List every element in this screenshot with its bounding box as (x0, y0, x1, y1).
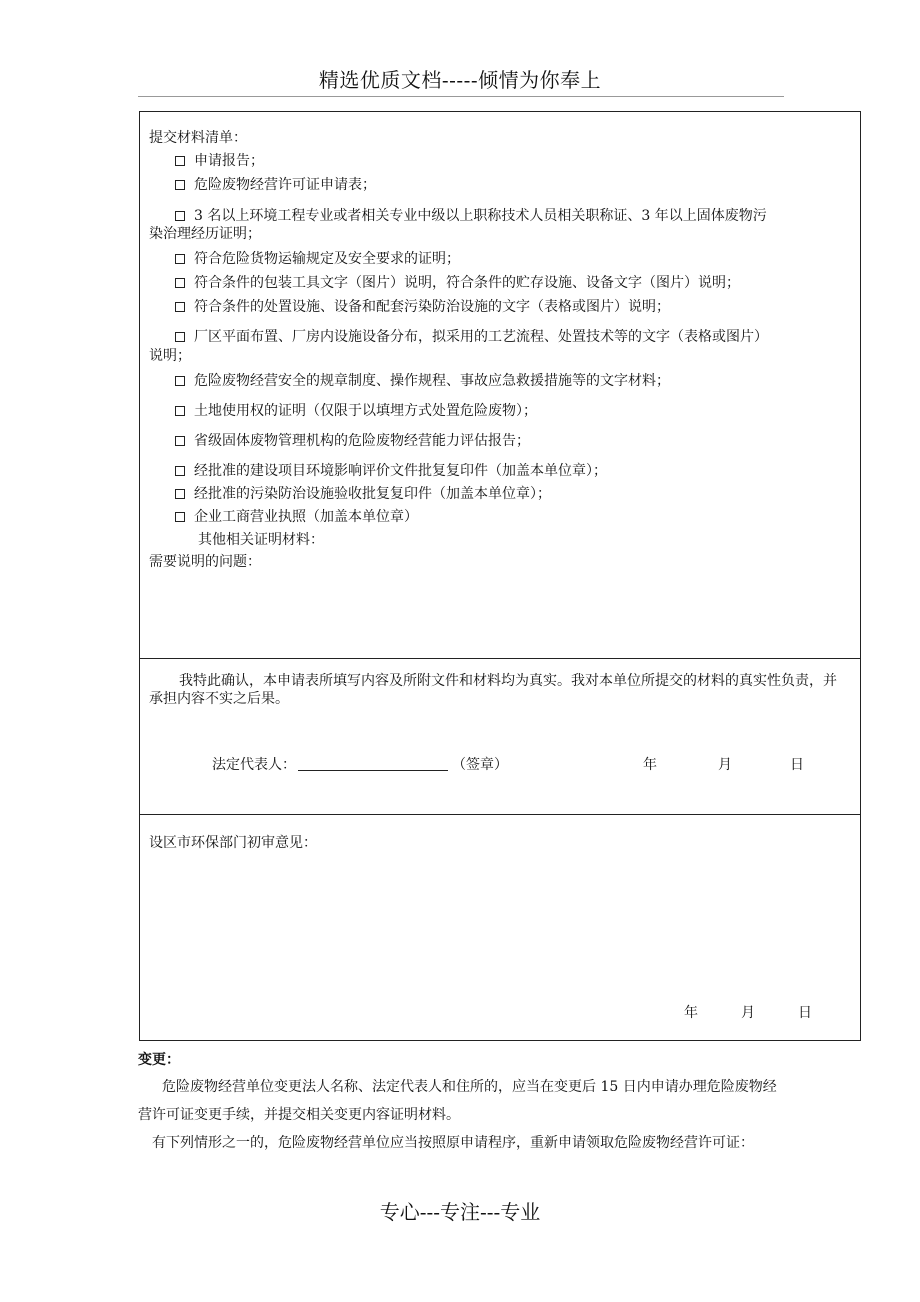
material-item: 3 名以上环境工程专业或者相关专业中级以上职称技术人员相关职称证、3 年以上固体废物污 (175, 207, 767, 225)
seal-label: （签章） (452, 757, 508, 773)
material-item: 经批准的污染防治设施验收批复复印件（加盖本单位章）； (175, 485, 551, 503)
material-item: 符合条件的包装工具文字（图片）说明，符合条件的贮存设施、设备文字（图片）说明； (175, 274, 740, 292)
review-heading: 设区市环保部门初审意见： (149, 835, 317, 851)
signature-line[interactable] (298, 756, 448, 771)
declaration-section (140, 658, 860, 815)
materials-section (140, 112, 860, 659)
material-item: 符合条件的处置设施、设备和配套污染防治设施的文字（表格或图片）说明； (175, 298, 670, 316)
checkbox[interactable] (175, 466, 185, 476)
checkbox[interactable] (175, 254, 185, 264)
material-item-continuation: 染治理经历证明； (149, 226, 261, 242)
material-item: 符合危险货物运输规定及安全要求的证明； (175, 250, 460, 268)
checkbox[interactable] (175, 406, 185, 416)
change-heading: 变更： (138, 1052, 180, 1068)
material-item: 省级固体废物管理机构的危险废物经营能力评估报告； (175, 432, 530, 450)
checkbox[interactable] (175, 512, 185, 522)
date-month-label: 月 (718, 757, 732, 773)
application-form-table (139, 111, 861, 1041)
checkbox[interactable] (175, 489, 185, 499)
materials-heading: 提交材料清单： (149, 130, 247, 146)
checkbox[interactable] (175, 302, 185, 312)
date-year-label: 年 (643, 757, 657, 773)
review-month-label: 月 (741, 1005, 755, 1021)
review-section (140, 814, 860, 1040)
change-paragraph-2: 有下列情形之一的，危险废物经营单位应当按照原申请程序，重新申请领取危险废物经营许可证： (152, 1135, 754, 1151)
page-footer: 专心---专注---专业 (379, 1200, 541, 1224)
header-divider (138, 96, 784, 97)
material-item: 企业工商营业执照（加盖本单位章） (175, 508, 418, 526)
material-item: 土地使用权的证明（仅限于以填埋方式处置危险废物）； (175, 402, 537, 420)
checkbox[interactable] (175, 436, 185, 446)
checkbox[interactable] (175, 156, 185, 166)
material-item: 申请报告； (175, 152, 264, 170)
material-item: 危险废物经营许可证申请表； (175, 176, 376, 194)
checkbox[interactable] (175, 278, 185, 288)
date-day-label: 日 (790, 757, 804, 773)
other-materials-label: 其他相关证明材料： (198, 532, 324, 548)
checkbox[interactable] (175, 376, 185, 386)
checkbox[interactable] (175, 332, 185, 342)
review-day-label: 日 (798, 1005, 812, 1021)
material-item: 危险废物经营安全的规章制度、操作规程、事故应急救援措施等的文字材料； (175, 372, 670, 390)
notes-heading: 需要说明的问题： (149, 554, 261, 570)
change-paragraph-1: 危险废物经营单位变更法人名称、法定代表人和住所的，应当在变更后 15 日内申请办理危险废物经营许可证变更手续，并提交相关变更内容证明材料。 (138, 1079, 777, 1123)
legal-rep-label: 法定代表人： (212, 757, 296, 773)
checkbox[interactable] (175, 180, 185, 190)
material-item: 经批准的建设项目环境影响评价文件批复复印件（加盖本单位章）； (175, 462, 607, 480)
page-header-title: 精选优质文档-----倾情为你奉上 (318, 68, 602, 92)
legal-representative-row (212, 756, 508, 774)
material-item: 厂区平面布置、厂房内设施设备分布，拟采用的工艺流程、处置技术等的文字（表格或图片） (175, 328, 768, 346)
material-item-continuation: 说明； (149, 348, 191, 364)
checkbox[interactable] (175, 211, 185, 221)
declaration-text: 我特此确认，本申请表所填写内容及所附文件和材料均为真实。我对本单位所提交的材料的真实性负责，并承担内容不实之后果。 (149, 673, 837, 707)
review-year-label: 年 (684, 1005, 698, 1021)
